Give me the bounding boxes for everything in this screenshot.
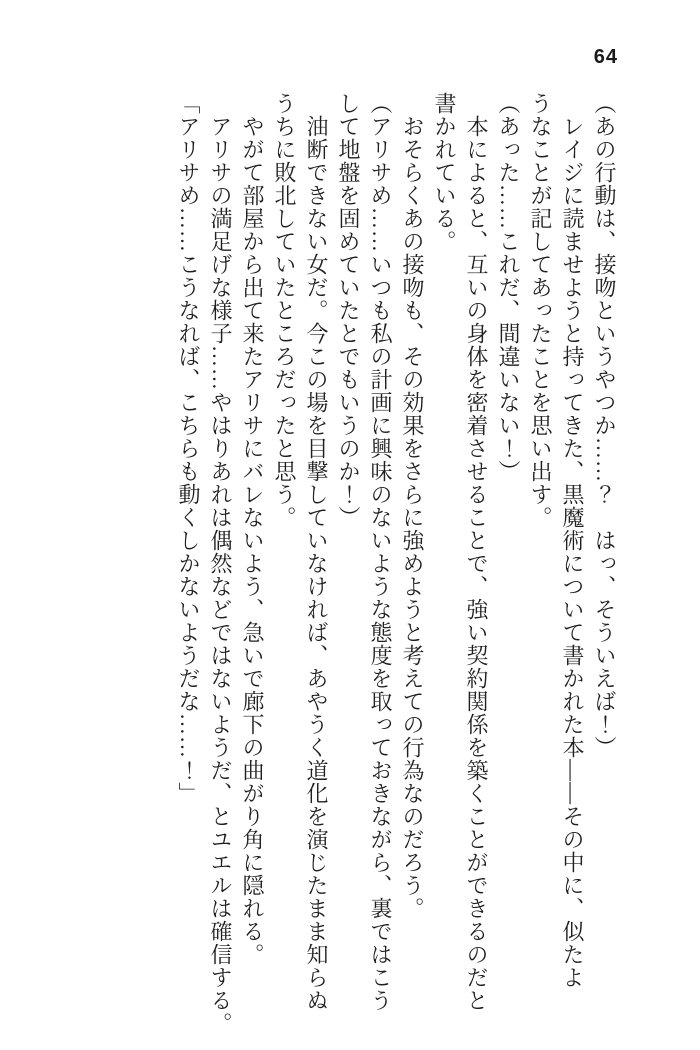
text-line: （あの行動は、接吻というやつか……？ はっ、そういえば！） xyxy=(592,92,617,759)
text-line: 書かれている。 xyxy=(432,92,457,253)
vertical-text-block xyxy=(172,92,620,1035)
text-line: 「アリサめ……こうなれば、こちらも動くしかないようだな……！」 xyxy=(176,92,201,805)
text-line: アリサの満足げな様子……やはりあれは偶然などではないようだ、とユエルは確信する。 xyxy=(208,92,233,1035)
text-line: おそらくあの接吻も、その効果をさらに強めようと考えての行為なのだろう。 xyxy=(400,92,425,920)
text-line: うなことが記してあったことを思い出す。 xyxy=(528,92,553,529)
text-line: 本によると、互いの身体を密着させることで、強い契約関係を築くことができるのだと xyxy=(464,92,489,1012)
text-line: うちに敗北していたところだったと思う。 xyxy=(272,92,297,529)
text-line: やがて部屋から出て来たアリサにバレないよう、急いで廊下の曲がり角に隠れる。 xyxy=(240,92,265,966)
text-line: （あった……これだ、間違いない！） xyxy=(496,92,521,483)
text-line: レイジに読ませようと持ってきた、黒魔術について書かれた本——その中に、似たよ xyxy=(560,92,585,989)
text-line: 油断できない女だ。今この場を目撃していなければ、あやうく道化を演じたまま知らぬ xyxy=(304,92,329,1012)
text-line: （アリサめ……いつも私の計画に興味のないような態度を取っておきながら、裏ではこう xyxy=(368,92,393,1012)
page-number: 64 xyxy=(593,46,618,68)
text-line: して地盤を固めていたとでもいうのか！） xyxy=(336,92,361,529)
